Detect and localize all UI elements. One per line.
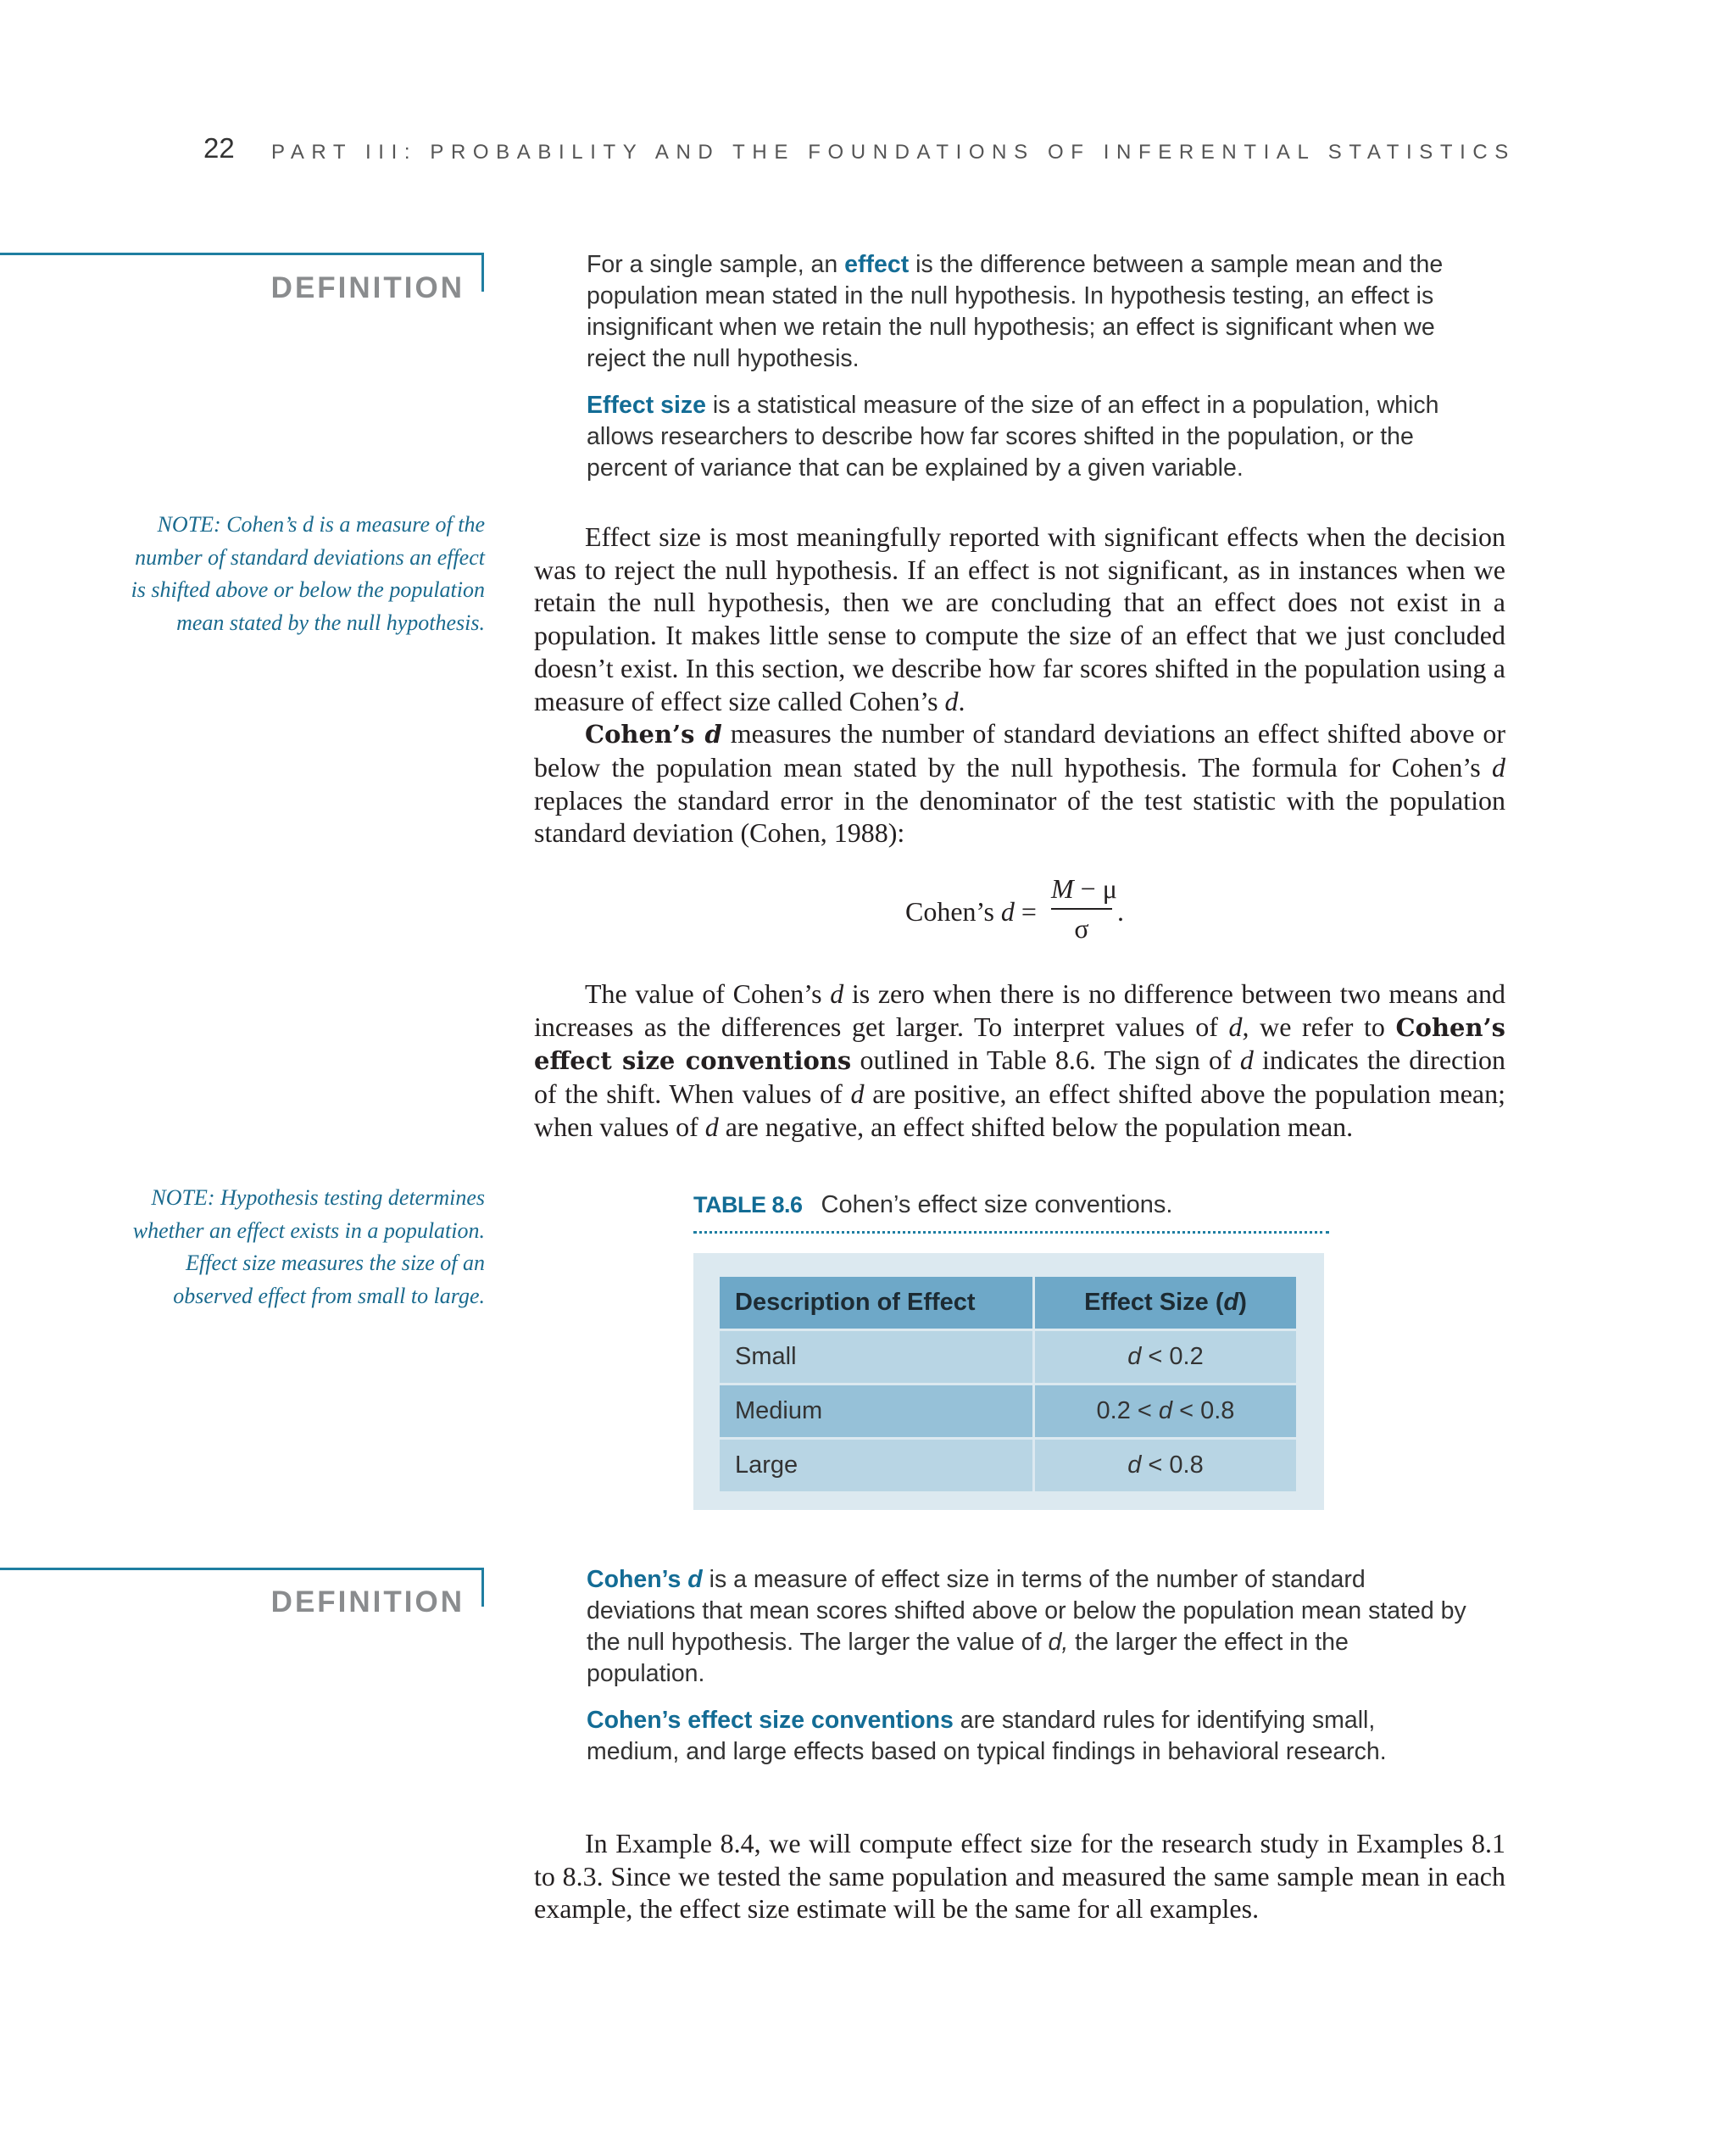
body-paragraph: In Example 8.4, we will compute effect size for the research study in Examples 8.1 to 8.3. Since we tested the same population and measured the same sample mean in each example, the effect size estimate will be the same for all examples. bbox=[534, 1828, 1505, 1925]
term-effect: effect bbox=[844, 251, 910, 278]
effect-size-table-panel bbox=[693, 1253, 1324, 1510]
term-conventions: Cohen’s effect size conventions bbox=[587, 1707, 954, 1734]
effect-size-value: d < 0.8 bbox=[1034, 1439, 1298, 1493]
body-paragraph: The value of Cohen’s d is zero when there is no difference between two means and increases as the differences get larger. To interpret values of d, we refer to Cohen’s effect size conventions outlined in Table 8.6. The sign of d indicates the direction of the shift. When values of d are positive, an effect shifted above the population mean; when values of d are negative, an effect shifted below the population mean. bbox=[534, 978, 1506, 1142]
body-paragraphs-1 bbox=[534, 521, 1505, 850]
bold-term: Cohen’s d bbox=[585, 720, 722, 749]
definition-label: DEFINITION bbox=[270, 1585, 465, 1618]
formula-lhs: Cohen’s d = bbox=[905, 896, 1037, 927]
table-header-row bbox=[719, 1276, 1298, 1330]
running-head: PART III: PROBABILITY AND THE FOUNDATIONS OF INFERENTIAL STATISTICS bbox=[271, 141, 1516, 164]
column-header-description: Description of Effect bbox=[719, 1276, 1034, 1330]
formula-period: . bbox=[1117, 896, 1124, 927]
effect-description: Medium bbox=[719, 1384, 1034, 1439]
formula-denominator: σ bbox=[1074, 913, 1089, 944]
definition-text bbox=[587, 249, 1468, 499]
page-number: 22 bbox=[203, 132, 235, 164]
body-paragraph: Cohen’s d measures the number of standard deviations an effect shifted above or below the population mean stated by the null hypothesis. The formula for Cohen’s d replaces the standard error in the denominator of the test statistic with the population standard deviation (Cohen, 1988): bbox=[534, 718, 1505, 849]
formula-numerator: M − μ bbox=[1051, 873, 1112, 910]
definition-label: DEFINITION bbox=[270, 271, 465, 304]
term-cohens-d: Cohen’s d bbox=[587, 1566, 703, 1593]
effect-size-value: 0.2 < d < 0.8 bbox=[1034, 1384, 1298, 1439]
bold-term: Cohen’s effect size conventions bbox=[534, 1012, 1506, 1076]
definition-conventions: Cohen’s effect size conventions are standard rules for identifying small, medium, and large effects based on typical findings in behavioral research. bbox=[587, 1707, 1387, 1765]
definition-text bbox=[587, 1564, 1468, 1783]
column-header-effect-size: Effect Size (d) bbox=[1034, 1276, 1298, 1330]
effect-description: Large bbox=[719, 1439, 1034, 1493]
table-caption bbox=[693, 1191, 1329, 1234]
effect-size-table bbox=[717, 1274, 1299, 1494]
body-paragraph: Effect size is most meaningfully reported with significant effects when the decision was to reject the null hypothesis. If an effect is not significant, as in instances when we retain the null hypothesis, then we are concluding that an effect does not exist in a population. It makes little sense to compute the size of an effect that we just concluded doesn’t exist. In this section, we describe how far scores shifted in the population using a measure of effect size called Cohen’s d. bbox=[534, 521, 1505, 716]
effect-description: Small bbox=[719, 1330, 1034, 1384]
table-row bbox=[719, 1439, 1298, 1493]
table-title: Cohen’s effect size conventions. bbox=[821, 1191, 1173, 1218]
body-paragraphs-2 bbox=[534, 978, 1505, 1144]
effect-size-value: d < 0.2 bbox=[1034, 1330, 1298, 1384]
definition-effect: For a single sample, an effect is the difference between a sample mean and the population mean stated in the null hypothesis. In hypothesis testing, an effect is insignificant when we retain the null hypothesis; an effect is significant when we reject the null hypothesis. bbox=[587, 251, 1444, 372]
table-row bbox=[719, 1330, 1298, 1384]
term-effect-size: Effect size bbox=[587, 392, 706, 419]
table-row bbox=[719, 1384, 1298, 1439]
definition-effect-size: Effect size is a statistical measure of the size of an effect in a population, which allows researchers to describe how far scores shifted in the population, or the percent of variance that can be explained by a given variable. bbox=[587, 392, 1439, 482]
margin-note-cohens-d: NOTE: Cohen’s d is a measure of the number of standard deviations an effect is shifted above or below the population mean stated by the null hypothesis. bbox=[131, 512, 485, 635]
margin-note-hypothesis-testing: NOTE: Hypothesis testing determines whether an effect exists in a population. Effect size measures the size of an observed effect from small to large. bbox=[132, 1185, 485, 1308]
formula-fraction bbox=[1051, 873, 1117, 944]
table-number: TABLE 8.6 bbox=[693, 1192, 803, 1217]
definition-cohens-d: Cohen’s d is a measure of effect size in terms of the number of standard deviations that mean scores shifted above or below the population mean stated by the null hypothesis. The larger the value of d, the larger the effect in the population. bbox=[587, 1566, 1466, 1687]
body-paragraphs-3 bbox=[534, 1827, 1505, 1925]
